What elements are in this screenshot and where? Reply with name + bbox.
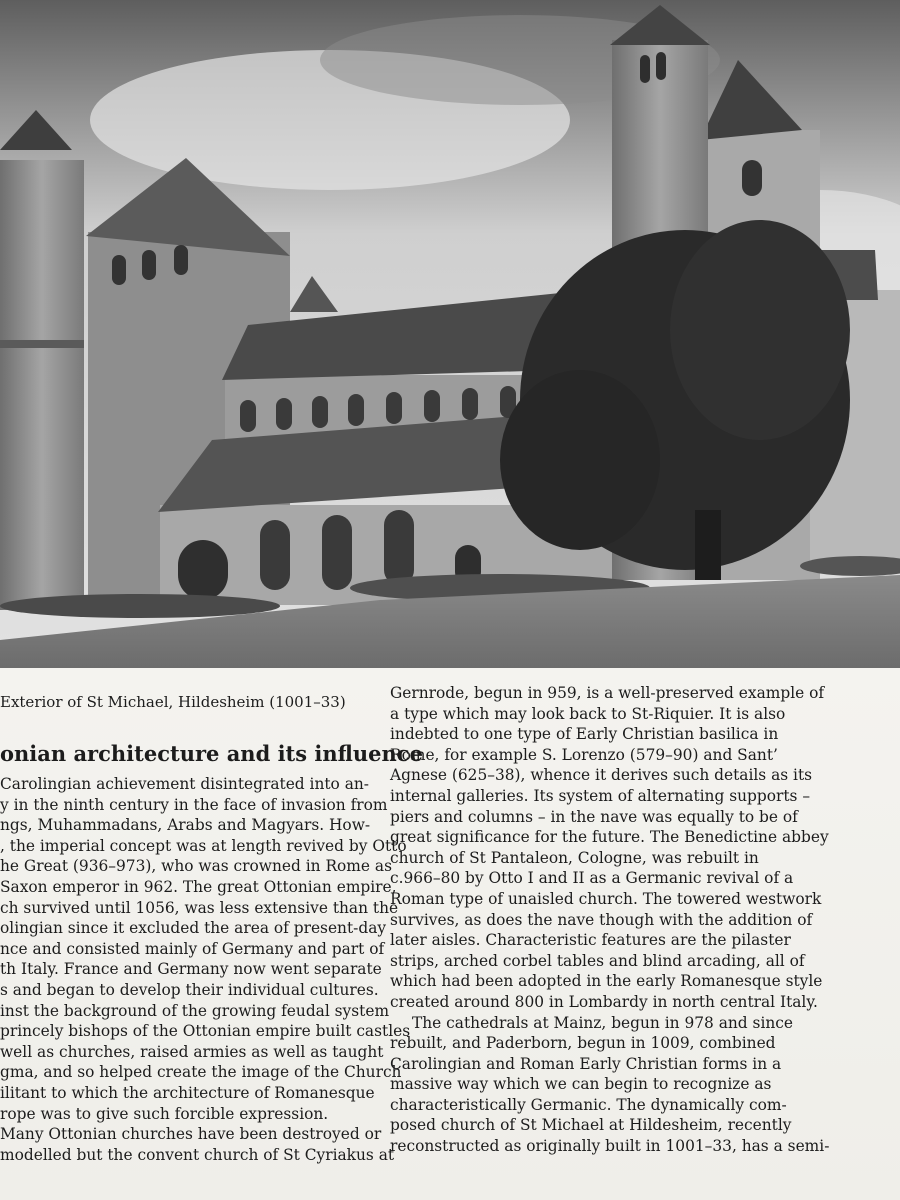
text-line: great significance for the future. The Benedictine abbey [390, 828, 829, 847]
text-line: church of St Pantaleon, Cologne, was rebuilt in [390, 848, 759, 867]
text-line: Many Ottonian churches have been destroyed or [0, 1125, 382, 1144]
text-line: , the imperial concept was at length revived by Otto [0, 836, 407, 855]
text-line: princely bishops of the Ottonian empire built castles [0, 1022, 411, 1041]
text-line: rebuilt, and Paderborn, begun in 1009, combined [390, 1034, 776, 1053]
text-line: Saxon emperor in 962. The great Ottonian empire, [0, 877, 397, 896]
text-line: a type which may look back to St-Riquier. It is also [390, 704, 786, 723]
text-line: Carolingian achievement disintegrated into an- [0, 775, 370, 793]
text-line: y in the ninth century in the face of invasion from [0, 795, 388, 814]
text-line: Rome, for example S. Lorenzo (579–90) and Sant’ [390, 745, 778, 764]
text-line: gma, and so helped create the image of the Church [0, 1063, 402, 1082]
text-line: strips, arched corbel tables and blind arcading, all of [390, 951, 805, 970]
text-line: he Great (936–973), who was crowned in Rome as [0, 857, 392, 876]
shrubs [0, 594, 280, 618]
text-line: nce and consisted mainly of Germany and part of [0, 939, 385, 958]
section-heading: onian architecture and its influence [0, 741, 423, 766]
text-line: Gernrode, begun in 959, is a well-preserved example of [390, 684, 825, 702]
left-text-column [0, 774, 411, 1165]
text-line: created around 800 in Lombardy in north central Italy. [390, 992, 818, 1011]
text-line: s and began to develop their individual cultures. [0, 980, 379, 999]
text-line: inst the background of the growing feudal system [0, 1001, 390, 1020]
text-line: internal galleries. Its system of alternating supports – [390, 786, 811, 805]
left-round-tower [0, 160, 84, 610]
text-line: th Italy. France and Germany now went separate [0, 960, 382, 979]
text-line: ilitant to which the architecture of Romanesque [0, 1083, 375, 1102]
text-line: reconstructed as originally built in 1001–33, has a semi- [390, 1137, 830, 1156]
text-line: later aisles. Characteristic features are the pilaster [390, 931, 791, 950]
text-line: characteristically Germanic. The dynamically com- [390, 1095, 787, 1114]
text-line: Roman type of unaisled church. The towered westwork [390, 889, 822, 908]
text-line: ngs, Muhammadans, Arabs and Magyars. How- [0, 816, 371, 835]
text-line: rope was to give such forcible expression. [0, 1104, 329, 1123]
text-line: massive way which we can begin to recognize as [390, 1075, 772, 1094]
tree-trunk [695, 510, 721, 580]
text-line: olingian since it excluded the area of present-day [0, 919, 387, 938]
text-line: c.966–80 by Otto I and II as a Germanic revival of a [390, 869, 794, 888]
text-line: which had been adopted in the early Romanesque style [390, 972, 823, 991]
text-line: posed church of St Michael at Hildesheim, recently [390, 1116, 792, 1135]
text-line: The cathedrals at Mainz, begun in 978 and since [412, 1013, 794, 1032]
text-line: modelled but the convent church of St Cyriakus at [0, 1145, 395, 1164]
text-line: Carolingian and Roman Early Christian forms in a [390, 1054, 782, 1073]
text-line: ch survived until 1056, was less extensive than the [0, 898, 399, 917]
text-line: indebted to one type of Early Christian basilica in [390, 725, 779, 744]
right-text-column [390, 683, 830, 1157]
text-line: survives, as does the nave though with the addition of [390, 910, 813, 929]
text-line: well as churches, raised armies as well as taught [0, 1042, 384, 1061]
text-line: Agnese (625–38), whence it derives such details as its [390, 766, 813, 785]
text-line: piers and columns – in the nave was equally to be of [390, 807, 798, 826]
photo-caption: Exterior of St Michael, Hildesheim (1001–33) [0, 693, 346, 711]
